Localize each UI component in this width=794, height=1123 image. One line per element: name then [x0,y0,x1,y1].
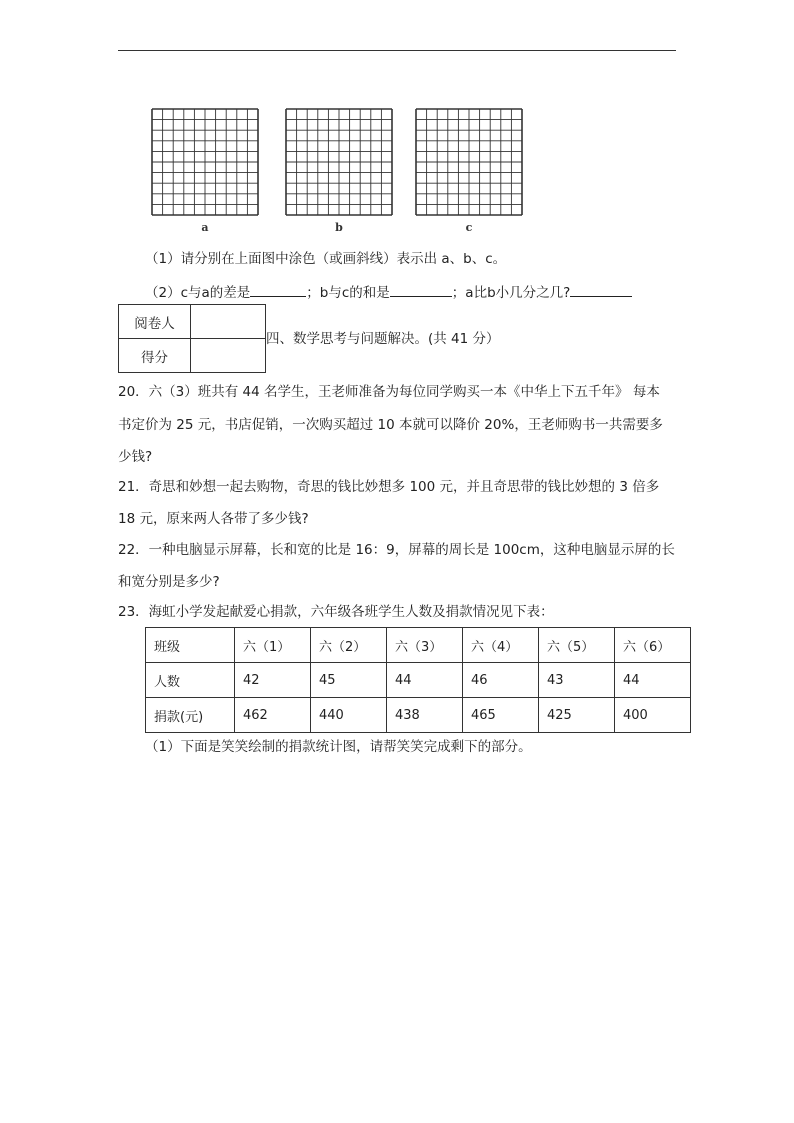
table-cell: 465 [463,698,539,733]
q20-line2: 书定价为 25 元，书店促销，一次购买超过 10 本就可以降价 20%，王老师购书一共需要多 [118,417,663,433]
donation-table [145,627,691,733]
answer-blank-1[interactable] [250,282,306,297]
grid-a [151,108,259,234]
reviewer-cell[interactable] [191,305,266,339]
grid-a-label: a [201,221,209,234]
header-cell: 六（4） [463,628,539,663]
q23-part1: （1）下面是笑笑绘制的捐款统计图，请帮笑笑完成剩下的部分。 [145,739,532,755]
q21-line2: 18 元，原来两人各带了多少钱? [118,511,309,527]
table-cell: 440 [311,698,387,733]
q19-part2-c: ；a比b小几分之几? [451,285,571,301]
q20-line3: 少钱? [118,449,153,465]
table-cell: 400 [615,698,691,733]
table-cell: 438 [387,698,463,733]
grid-b-label: b [335,221,343,234]
row-label: 人数 [146,663,235,698]
q19-part2-a: （2）c与a的差是 [145,285,251,301]
score-label: 得分 [119,339,191,373]
reviewer-label: 阅卷人 [119,305,191,339]
section-heading: 四、数学思考与问题解决。(共 41 分） [266,331,500,347]
grid-c-lines [415,108,523,216]
header-rule [118,50,676,51]
table-cell: 45 [311,663,387,698]
table-row [146,698,691,733]
table-cell: 46 [463,663,539,698]
answer-blank-2[interactable] [390,282,452,297]
grid-a-lines [151,108,259,216]
q20-line1: 20．六（3）班共有 44 名学生，王老师准备为每位同学购买一本《中华上下五千年》 每本 [118,384,660,400]
grid-c-label: c [465,221,473,234]
table-cell: 425 [539,698,615,733]
header-cell: 六（6） [615,628,691,663]
table-cell: 462 [235,698,311,733]
grid-b [285,108,393,234]
grader-table [118,304,266,373]
table-header-row [146,628,691,663]
q19-part2 [145,282,632,302]
header-cell: 六（2） [311,628,387,663]
header-cell: 六（3） [387,628,463,663]
table-cell: 44 [387,663,463,698]
q21-line1: 21．奇思和妙想一起去购物，奇思的钱比妙想多 100 元，并且奇思带的钱比妙想的 3 倍多 [118,479,660,495]
header-cell: 六（1） [235,628,311,663]
q22-line2: 和宽分别是多少? [118,574,220,590]
q19-part1: （1）请分别在上面图中涂色（或画斜线）表示出 a、b、c。 [145,251,507,267]
score-cell[interactable] [191,339,266,373]
q22-line1: 22．一种电脑显示屏幕，长和宽的比是 16：9，屏幕的周长是 100cm，这种电脑显示屏的长 [118,542,675,558]
header-cell: 班级 [146,628,235,663]
table-cell: 43 [539,663,615,698]
row-label: 捐款(元) [146,698,235,733]
answer-blank-3[interactable] [570,282,632,297]
q19-part2-b: ；b与c的和是 [306,285,390,301]
grid-c [415,108,523,234]
table-cell: 44 [615,663,691,698]
header-cell: 六（5） [539,628,615,663]
grid-b-lines [285,108,393,216]
q23-intro: 23．海虹小学发起献爱心捐款，六年级各班学生人数及捐款情况见下表： [118,604,554,620]
table-row [146,663,691,698]
table-cell: 42 [235,663,311,698]
